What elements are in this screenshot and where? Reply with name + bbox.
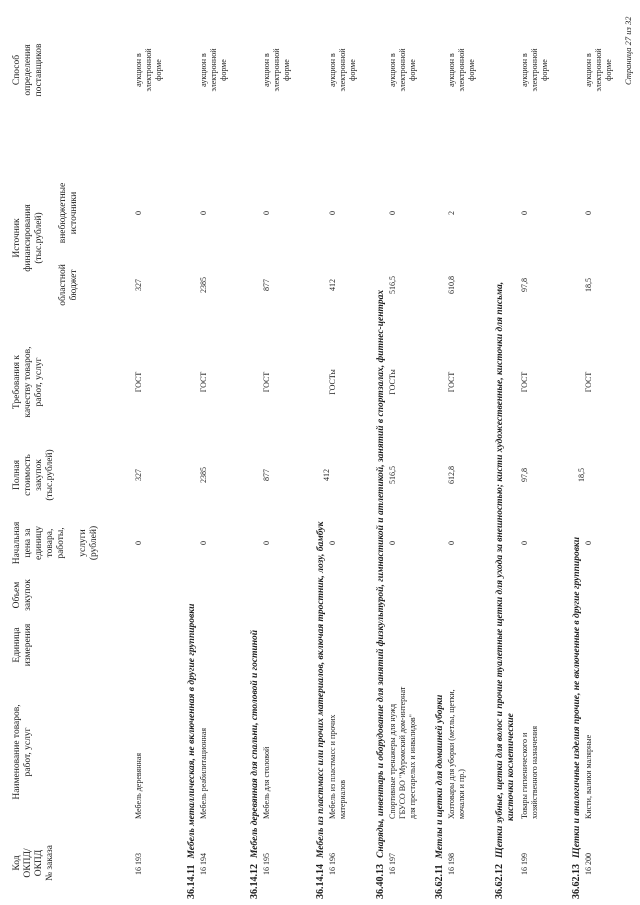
row-194-method: аукцион в электронной форме: [199, 48, 228, 92]
row-200-requirements: ГОСТ: [584, 371, 593, 393]
row-199-num: 16 199: [520, 853, 529, 875]
row-194-name: Мебель реабилитационная: [199, 727, 208, 819]
section-36-14-12: 36.14.12Мебель деревянная для спальни, столовой и гостиной: [249, 629, 260, 899]
header-unit: Единица измерения: [12, 623, 33, 667]
row-193-volume: 0: [134, 541, 143, 545]
section-36-62-11: 36.62.11Метлы и щетки для домашней уборки: [434, 694, 445, 899]
row-193-offbudget: 0: [134, 211, 143, 215]
row-197-name: Спортивные тренажеры для нужд ГБУСО ВО "Муромский дом-интернат для престарелых и инвалидов": [388, 686, 417, 819]
row-197-volume: 0: [388, 541, 397, 545]
row-196-requirements: ГОСТы: [328, 369, 337, 395]
row-197-method: аукцион в электронной форме: [388, 48, 417, 92]
row-198-requirements: ГОСТ: [447, 371, 456, 393]
row-198-offbudget: 2: [447, 211, 456, 215]
row-200-method: аукцион в электронной форме: [584, 48, 613, 92]
row-193-full-cost: 327: [134, 469, 143, 481]
section-36-62-13: 36.62.13Щетки и аналогичные изделия прочие, не включенные в другие группировки: [571, 536, 582, 899]
section-36-14-11: 36.14.11Мебель металлическая, не включенная в другие группировки: [186, 603, 197, 899]
row-194-regional: 2385: [199, 277, 208, 293]
row-198-volume: 0: [447, 541, 456, 545]
row-195-method: аукцион в электронной форме: [262, 48, 291, 92]
row-193-num: 16 193: [134, 853, 143, 875]
row-195-offbudget: 0: [262, 211, 271, 215]
row-196-volume: 0: [328, 541, 337, 545]
row-197-num: 16 197: [388, 853, 397, 875]
page-number: Страница 27 из 32: [623, 16, 633, 85]
row-200-volume: 0: [584, 541, 593, 545]
section-36-40-13: 36.40.13Снаряды, инвентарь и оборудование для занятий физкультурой, гимнастикой и атлетикой, занятий в спортзалах, фитнес-центрах: [375, 289, 386, 899]
row-196-name: Мебель из пластмасс и прочих материалов: [328, 714, 347, 819]
row-198-name: Хозтовары для уборки (метлы, щетки, мочалки и пр.): [447, 689, 466, 819]
row-199-offbudget: 0: [520, 211, 529, 215]
row-193-requirements: ГОСТ: [134, 371, 143, 393]
row-199-requirements: ГОСТ: [520, 371, 529, 393]
row-196-offbudget: 0: [328, 211, 337, 215]
row-199-method: аукцион в электронной форме: [520, 48, 549, 92]
row-199-volume: 0: [520, 541, 529, 545]
row-200-num: 16 200: [584, 853, 593, 875]
row-194-full-cost: 2385: [199, 467, 208, 483]
row-198-full-cost: 612,8: [447, 466, 456, 484]
row-199-regional: 97,8: [520, 278, 529, 292]
header-funding-offbudget: внебюджетные источники: [58, 182, 79, 244]
row-198-method: аукцион в электронной форме: [447, 48, 476, 92]
row-195-regional: 877: [262, 279, 271, 291]
header-start-price: Начальная цена за единицу товара, работы, услуги (рублей): [12, 521, 99, 565]
row-197-regional: 516,5: [388, 276, 397, 294]
row-197-full-cost: 516,5: [388, 466, 397, 484]
row-193-name: Мебель деревянная: [134, 752, 143, 819]
row-197-offbudget: 0: [388, 211, 397, 215]
row-198-num: 16 198: [447, 853, 456, 875]
row-200-name: Кисти, валики малярные: [584, 734, 593, 819]
section-36-62-12-continued: кисточки косметические: [506, 713, 516, 821]
row-200-regional: 18,5: [584, 278, 593, 292]
header-funding-regional: областной бюджет: [58, 264, 79, 306]
row-195-name: Мебель для столовой: [262, 746, 271, 819]
row-194-volume: 0: [199, 541, 208, 545]
section-36-62-12: 36.62.12Щетки зубные, щетки для волос и прочие туалетные щетки для ухода за внешностью; кисти художественные, кисточки для письма,: [494, 281, 505, 899]
row-200-full-cost: 18,5: [577, 468, 586, 482]
row-194-num: 16 194: [199, 853, 208, 875]
row-199-name: Товары гигиенического и хозяйственного назначения: [520, 725, 539, 819]
row-199-full-cost: 97,8: [520, 468, 529, 482]
row-195-full-cost: 877: [262, 469, 271, 481]
header-funding: Источник финансирования (тыс.рублей): [12, 204, 44, 272]
row-193-method: аукцион в электронной форме: [134, 48, 163, 92]
row-196-method: аукцион в электронной форме: [328, 48, 357, 92]
section-36-14-14: 36.14.14Мебель из пластмасс или прочих материалов, включая тростник, лозу, бамбук: [315, 521, 326, 899]
row-196-regional: 412: [328, 279, 337, 291]
header-name: Наименование товаров, работ, услуг: [12, 704, 33, 800]
row-195-volume: 0: [262, 541, 271, 545]
row-195-num: 16 195: [262, 853, 271, 875]
header-requirements: Требования к качеству товаров, работ, услуг: [12, 346, 44, 418]
row-193-regional: 327: [134, 279, 143, 291]
row-194-offbudget: 0: [199, 211, 208, 215]
row-196-num: 16 196: [328, 853, 337, 875]
header-code: Код ОКПД/ ОКПД № заказа: [12, 844, 55, 882]
row-200-offbudget: 0: [584, 211, 593, 215]
header-volume: Объем закупок: [12, 579, 33, 611]
row-197-requirements: ГОСТы: [388, 369, 397, 395]
row-195-requirements: ГОСТ: [262, 371, 271, 393]
row-198-regional: 610,8: [447, 276, 456, 294]
header-full-cost: Полная стоимость закупок (тыс.рублей): [12, 449, 55, 501]
header-method: Способ определения поставщиков: [12, 43, 44, 97]
row-194-requirements: ГОСТ: [199, 371, 208, 393]
row-196-full-cost: 412: [322, 469, 331, 481]
